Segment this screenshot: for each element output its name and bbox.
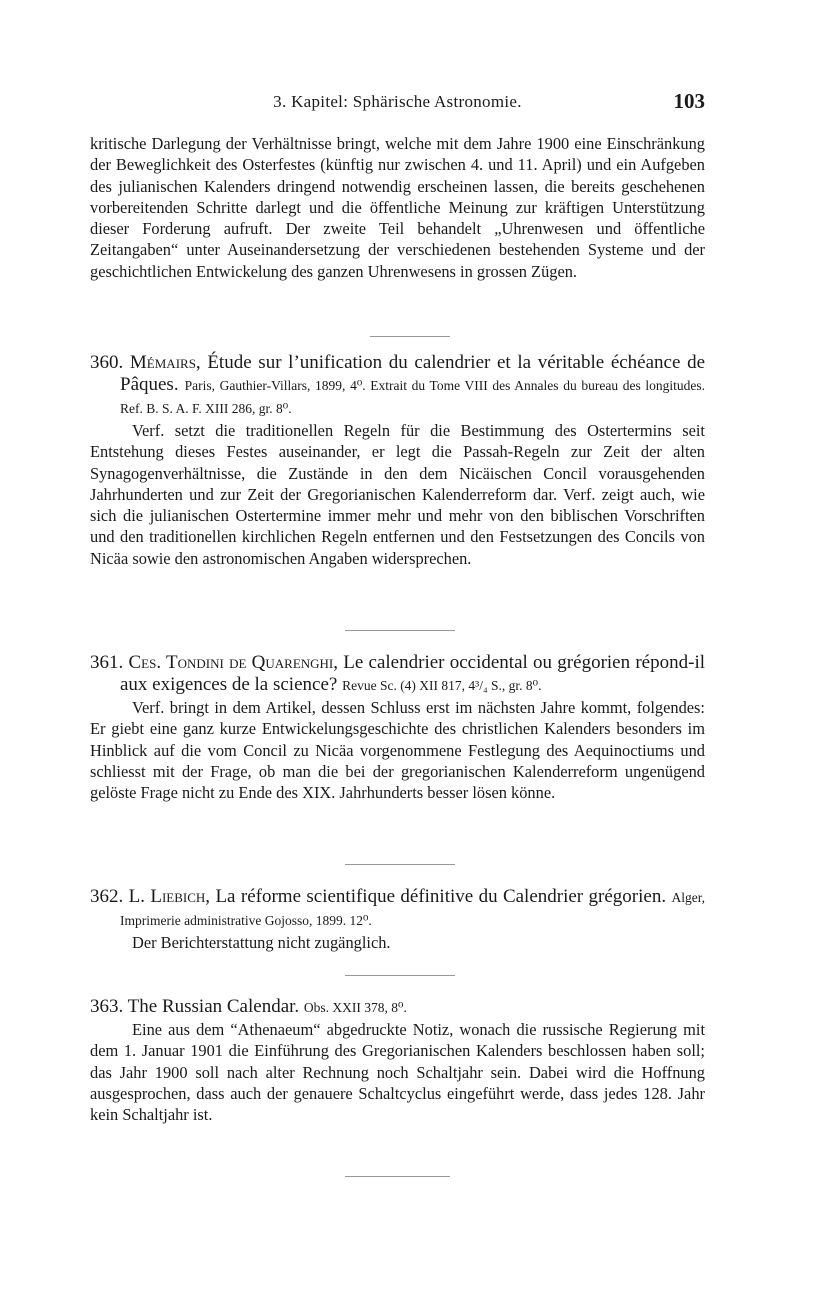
entry-361 [90, 652, 705, 803]
page-number: 103 [673, 89, 705, 113]
entry-details: Alger, Imprimerie administrative Gojosso, 1899. 12⁰. [120, 890, 706, 928]
entry-details: Paris, Gauthier-Villars, 1899, 4⁰. Extrait du Tome VIII des Annales du bureau des longitudes. Ref. B. S. A. F. XIII 286, gr. 8⁰. [120, 378, 705, 416]
entry-title: The Russian Calendar. [127, 996, 300, 1017]
entry-number: 363. [90, 996, 124, 1017]
entry-362 [90, 886, 705, 953]
separator-rule [345, 864, 455, 865]
separator-rule [345, 1176, 450, 1177]
entry-body: Verf. setzt die traditionellen Regeln für die Bestimmung des Ostertermins seit Entstehung dieses Festes auseinander, er legt die Passah-Regeln zur Zeit der alten Synagogenverhältnisse, die Zustände in den dem Nicäischen Concil vorausgehenden Jahrhunderten und zur Zeit der Gregorianischen Kalenderreform dar. Verf. zeigt auch, wie sich die julianischen Ostertermine immer mehr und mehr von den biblischen Vorschriften und den traditionellen kirchlichen Regeln entfernen und den Festsetzungen des Concils von Nicäa sowie den astronomischen Angaben widersprechen. [90, 421, 705, 568]
entry-number: 362. [90, 886, 124, 907]
entry-title: Étude sur l’unification du calendrier et la véritable échéance de Pâques. [120, 352, 705, 395]
separator-rule [345, 630, 455, 631]
entry-title: La réforme scientifique définitive du Calendrier grégorien. [215, 886, 667, 907]
entry-360 [90, 352, 705, 569]
entry-title: Le calendrier occidental ou grégorien répond-il aux exigences de la science? [120, 652, 705, 695]
entry-author: L. Liebich, [128, 886, 211, 907]
entry-heading [90, 352, 705, 420]
entry-heading [90, 996, 705, 1019]
entry-author: Mémairs, [129, 352, 201, 373]
entry-heading [90, 886, 705, 932]
entry-number: 361. [90, 652, 124, 673]
entry-heading [90, 652, 705, 697]
entry-details: Obs. XXII 378, 8⁰. [303, 1000, 407, 1015]
intro-text: kritische Darlegung der Verhältnisse bringt, welche mit dem Jahre 1900 eine Einschränkung der Beweglichkeit des Osterfestes (künftig nur zwischen 4. und 11. April) und ein Aufgeben des julianischen Kalenders dringend notwendig erscheinen lassen, die bereits geschehenen vorbereitenden Schritte darlegt und die öffentliche Meinung zur kräftigen Unterstützung dieser Forderung aufruft. Der zweite Teil behandelt „Uhrenwesen und öffentliche Zeitangaben“ unter Auseinandersetzung der verschiedenen bestehenden Systeme und der geschichtlichen Entwickelung des ganzen Uhrenwesens in grossen Zügen. [90, 134, 705, 281]
entry-number: 360. [90, 352, 124, 373]
page-header [90, 89, 705, 116]
entry-body: Der Berichterstattung nicht zugänglich. [132, 933, 391, 952]
intro-paragraph [90, 133, 705, 282]
separator-rule [345, 975, 455, 976]
separator-rule [370, 336, 450, 337]
entry-body: Eine aus dem “Athenaeum“ abgedruckte Notiz, wonach die russische Regierung mit dem 1. Januar 1901 die Einführung des Gregorianischen Kalenders beschlossen haben soll; das Jahr 1900 soll nach alter Rechnung noch Schaltjahr sein. Dabei wird die Hoffnung ausgesprochen, dass auch der genauere Schaltcyclus eingeführt werde, dass jedes 128. Jahr kein Schaltjahr ist. [90, 1020, 705, 1125]
entry-363 [90, 996, 705, 1125]
entry-body: Verf. bringt in dem Artikel, dessen Schluss erst im nächsten Jahre kommt, folgendes: Er giebt eine ganz kurze Entwickelungsgeschichte des christlichen Kalenders besonders im Hinblick auf die vom Concil zu Nicäa vorgenommene Festlegung des Aequinoctiums und schliesst mit der Frage, ob man die bei der gregorianischen Kalenderreform ungenügend gelöste Frage nicht zu Ende des XIX. Jahrhunderts besser lösen könne. [90, 698, 705, 803]
running-head: 3. Kapitel: Sphärische Astronomie. [273, 92, 522, 111]
entry-author: Ces. Tondini de Quarenghi, [128, 652, 338, 673]
entry-details: Revue Sc. (4) XII 817, 4³/₄ S., gr. 8⁰. [342, 678, 542, 693]
